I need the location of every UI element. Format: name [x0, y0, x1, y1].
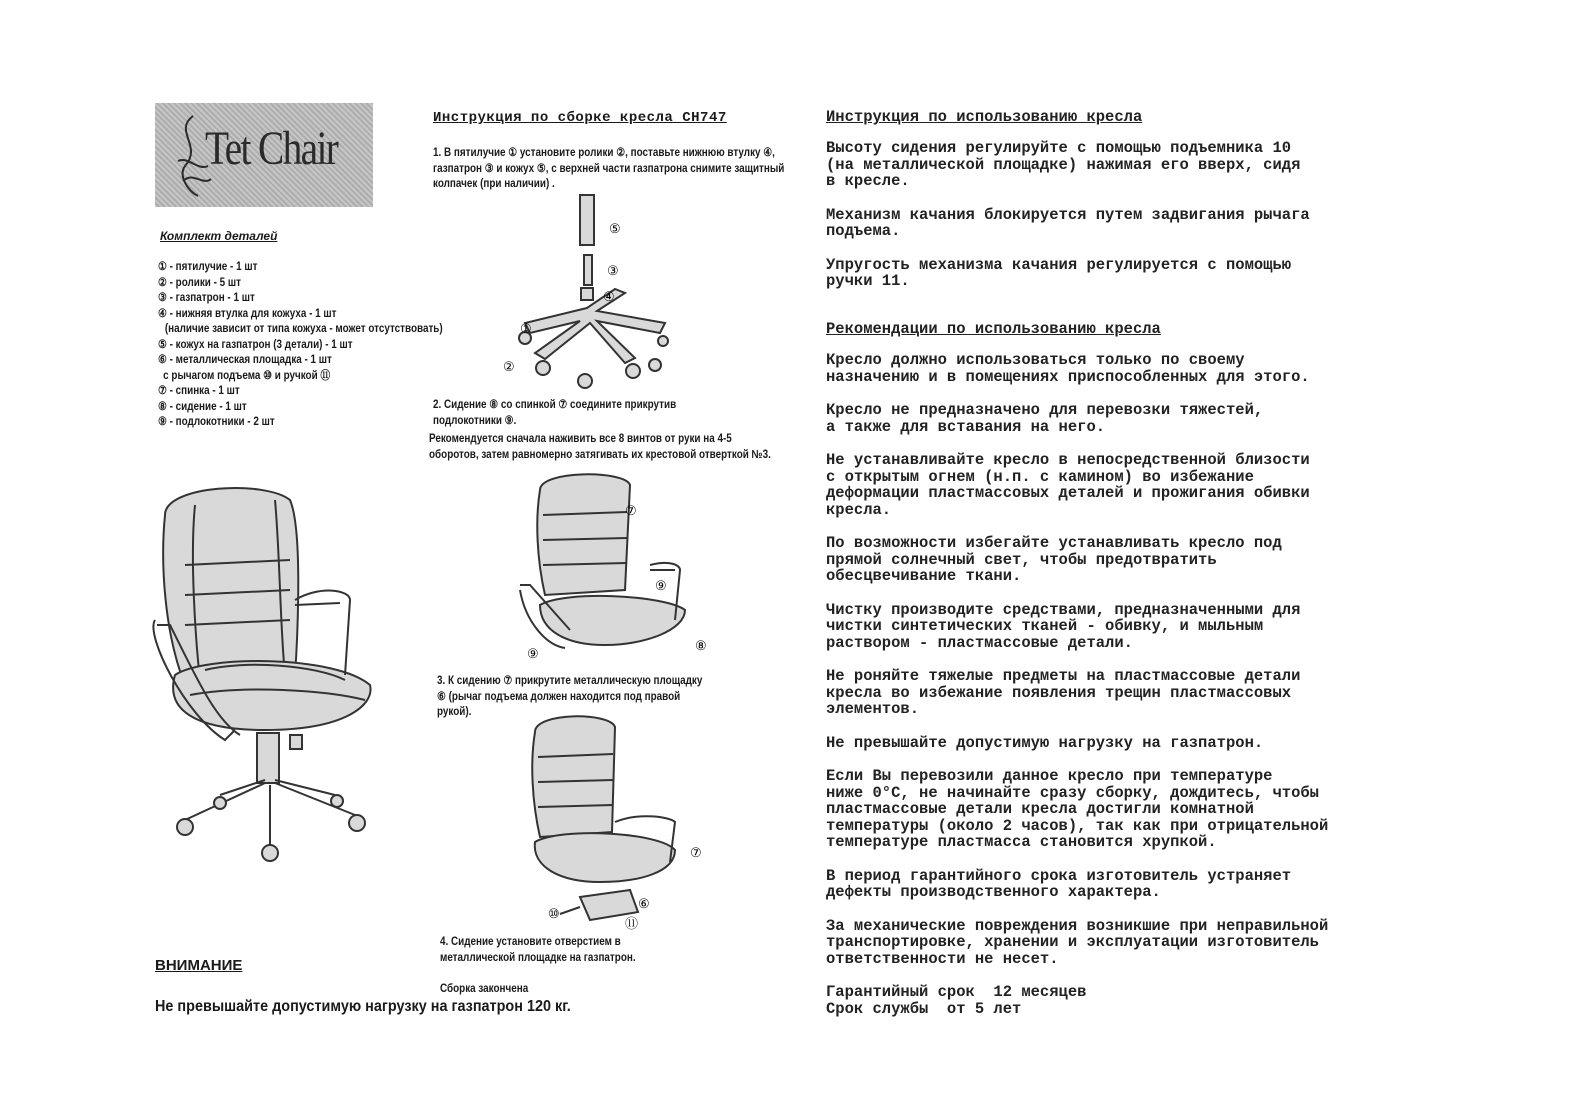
- step-3-text: 3. К сидению ⑦ прикрутите металлическую площадку ⑥ (рычаг подъема должен находится под правой рукой).: [437, 675, 703, 718]
- recommend-heading: Рекомендации по использованию кресла: [826, 320, 1161, 338]
- label-10: ⑩: [548, 906, 560, 921]
- list-item: ⑧ - сидение - 1 шт: [158, 400, 247, 413]
- base-assembly-diagram: [505, 193, 675, 393]
- recommendation-paragraph: По возможности избегайте устанавливать кресло под прямой солнечный свет, чтобы предотвратить обесцвечивание ткани.: [826, 534, 1282, 585]
- service-life: Срок службы от 5 лет: [826, 999, 1022, 1018]
- label-9: ⑨: [655, 578, 667, 593]
- usage-paragraph: Высоту сидения регулируйте с помощью подъемника 10 (на металлической площадке) нажимая его вверх, сидя в кресле.: [826, 139, 1301, 190]
- usage-paragraph: Механизм качания блокируется путем задвигания рычага подъема.: [826, 205, 1310, 240]
- label-5: ⑤: [609, 221, 621, 236]
- recommendation-paragraph: Если Вы перевозили данное кресло при температуре ниже 0°С, не начинайте сразу сборку, дождитесь, чтобы пластмассовые детали кресла достигли комнатной температуры (около 2 часов), так как при отрицательной температуре пластмасса становится хрупкой.: [826, 767, 1329, 851]
- label-2: ②: [503, 359, 515, 374]
- recommendation-paragraph: За механические повреждения возникшие при неправильной транспортировке, хранении и эксплуатации изготовитель ответственности не несет.: [826, 916, 1329, 968]
- label-11: ⑪: [625, 916, 639, 931]
- assembly-done: Сборка закончена: [440, 983, 529, 995]
- step-2-text: 2. Сидение ⑧ со спинкой ⑦ соедините прикрутив подлокотники ⑨.: [433, 399, 677, 427]
- recommendation-paragraph: В период гарантийного срока изготовитель устраняет дефекты производственного характера.: [826, 866, 1292, 901]
- list-item: ⑦ - спинка - 1 шт: [158, 385, 240, 397]
- recommendation-paragraph: Не превышайте допустимую нагрузку на газпатрон.: [826, 733, 1264, 752]
- backrest-armrest-diagram: [515, 470, 725, 660]
- label-7c: ⑦: [690, 845, 702, 860]
- list-item: ① - пятилучие - 1 шт: [158, 261, 258, 273]
- list-item: ⑤ - кожух на газпатрон (3 детали) - 1 шт: [158, 338, 353, 351]
- seat-mechanism-diagram: [520, 712, 710, 937]
- list-item: (наличие зависит от типа кожуха - может отсутствовать): [164, 323, 443, 335]
- label-1: ①: [520, 321, 532, 336]
- recommendation-paragraph: Не устанавливайте кресло в непосредственной близости с открытым огнем (н.п. с камином) во избежание деформации пластмассовых деталей и прожигания обивки кресла.: [826, 451, 1310, 519]
- step-4-text: 4. Сидение установите отверстием в металлической площадке на газпатрон.: [440, 936, 636, 964]
- tetchair-logo: [155, 103, 373, 207]
- label-6: ⑥: [638, 896, 650, 911]
- list-item: ④ - нижняя втулка для кожуха - 1 шт: [158, 307, 337, 320]
- recommendation-paragraph: Чистку производите средствами, предназначенными для чистки синтетических тканей - обивку, и мыльным раствором - пластмассовые детали.: [826, 600, 1301, 652]
- label-8: ⑧: [695, 638, 707, 653]
- recommend-text: Рекомендуется сначала наживить все 8 винтов от руки на 4-5 оборотов, затем равномерно затягивать их крестовой отверткой №3.: [429, 433, 771, 461]
- assembled-chair-illustration: [145, 475, 385, 865]
- label-9b: ⑨: [527, 646, 539, 661]
- recommendation-paragraph: Кресло не предназначено для перевозки тяжестей, а также для вставания на него.: [826, 401, 1264, 436]
- warning-text: Не превышайте допустимую нагрузку на газпатрон 120 кг.: [155, 998, 571, 1015]
- warning-heading: ВНИМАНИЕ: [155, 957, 243, 974]
- recommendation-paragraph: Не роняйте тяжелые предметы на пластмассовые детали кресла во избежание появления трещин пластмассовых элементов.: [826, 667, 1301, 718]
- step-1-text: 1. В пятилучие ① установите ролики ②, поставьте нижнюю втулку ④, газпатрон ③ и кожух ⑤, с верхней части газпатрона снимите защитный колпачек (при наличии) .: [433, 147, 785, 190]
- list-item: ⑨ - подлокотники - 2 шт: [158, 416, 275, 428]
- warranty-period: Гарантийный срок 12 месяцев: [826, 983, 1087, 1001]
- assembly-title: Инструкция по сборке кресла СН747: [433, 110, 727, 126]
- label-4: ④: [603, 289, 615, 304]
- usage-paragraph: Упругость механизма качания регулируется с помощью ручки 11.: [826, 255, 1292, 290]
- usage-heading: Инструкция по использованию кресла: [826, 108, 1143, 126]
- label-7: ⑦: [625, 503, 637, 518]
- list-item: ③ - газпатрон - 1 шт: [158, 292, 255, 304]
- label-3: ③: [607, 263, 619, 278]
- list-item: ② - ролики - 5 шт: [158, 276, 242, 289]
- logo-text: Tet Chair: [205, 122, 338, 175]
- list-item: с рычагом подъема ⑩ и ручкой ⑪: [163, 369, 331, 382]
- parts-heading: Комплект деталей: [160, 229, 278, 243]
- list-item: ⑥ - металлическая площадка - 1 шт: [158, 354, 332, 366]
- recommendation-paragraph: Кресло должно использоваться только по своему назначению и в помещениях приспособленных для этого.: [826, 351, 1310, 386]
- recommendations-section: [826, 352, 1466, 1017]
- usage-section: [826, 140, 1446, 307]
